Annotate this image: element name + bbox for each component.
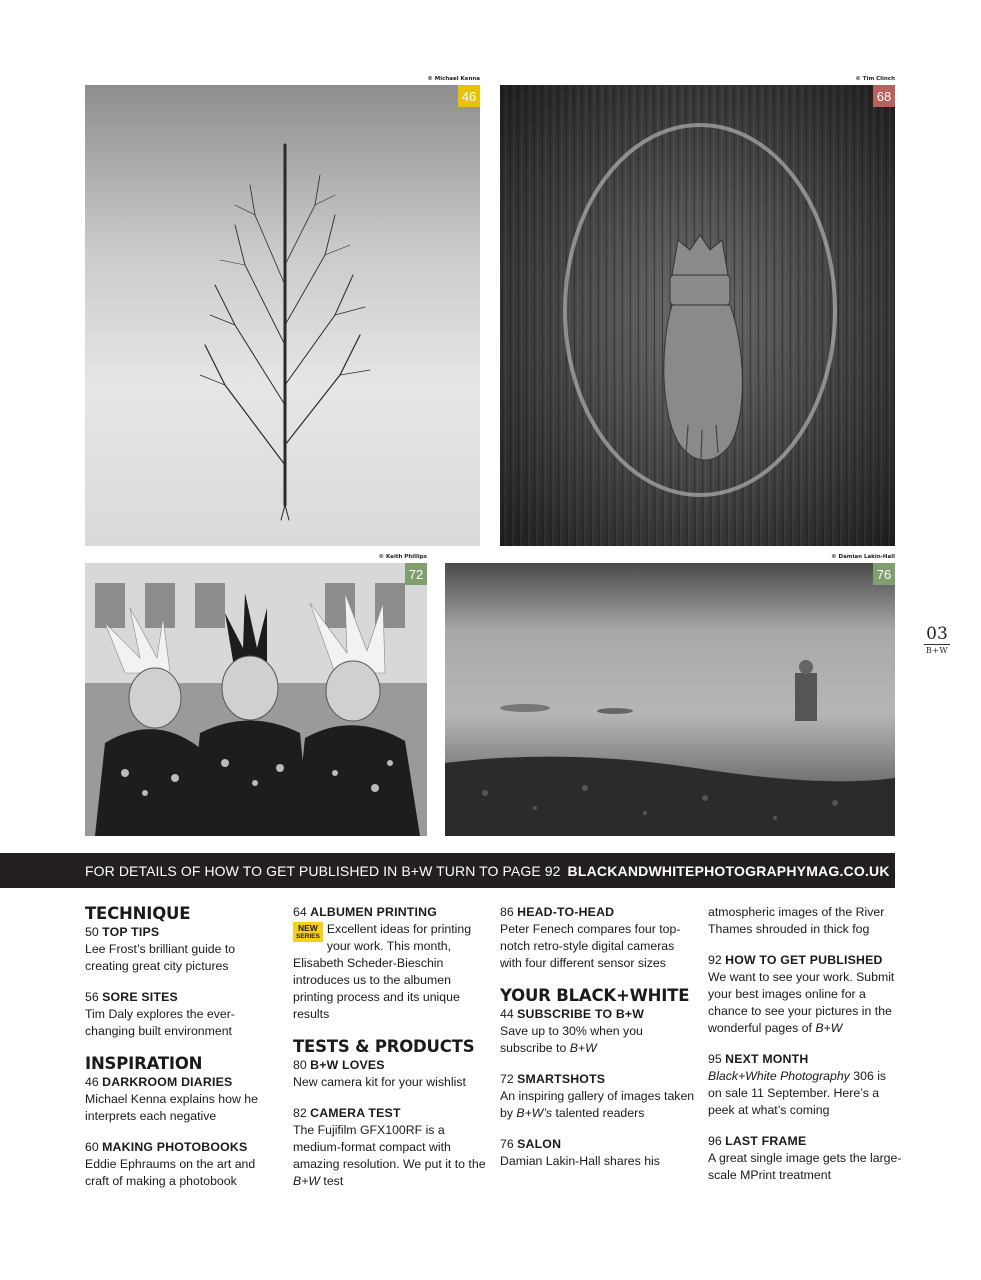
toc-item[interactable] (500, 1006, 695, 1057)
toc-text: New camera kit for your wishlist (293, 1075, 466, 1089)
toc-item[interactable] (500, 904, 695, 972)
toc-title: HEAD-TO-HEAD (517, 905, 615, 919)
toc-item[interactable] (500, 1071, 695, 1122)
toc-page: 60 (85, 1140, 99, 1154)
photo-punks (85, 563, 427, 836)
toc-text: Save up to 30% when you subscribe to B+W (500, 1024, 643, 1055)
photo-credit-phillips: © Keith Phillips (378, 554, 427, 560)
banner-lead: FOR DETAILS OF HOW TO GET PUBLISHED IN B+W TURN TO PAGE 92 (85, 862, 561, 879)
toc-title: CAMERA TEST (310, 1106, 401, 1120)
toc-title: MAKING PHOTOBOOKS (102, 1140, 248, 1154)
section-heading-inspiration: INSPIRATION (85, 1054, 203, 1073)
page-badge-68: 68 (873, 85, 895, 107)
toc-title: ALBUMEN PRINTING (310, 905, 437, 919)
toc-text: Eddie Ephraums on the art and craft of making a photobook (85, 1157, 256, 1188)
toc-item[interactable] (85, 1139, 280, 1190)
toc-page: 50 (85, 925, 99, 939)
photo-door-knocker (500, 85, 895, 546)
toc-title: DARKROOM DIARIES (102, 1075, 233, 1089)
toc-title: SUBSCRIBE TO B+W (517, 1007, 645, 1021)
contents-column-2 (293, 904, 488, 1204)
toc-title: NEXT MONTH (725, 1052, 809, 1066)
section-heading-tests: TESTS & PRODUCTS (293, 1037, 475, 1056)
toc-item[interactable] (293, 1057, 488, 1091)
toc-title: B+W LOVES (310, 1058, 385, 1072)
toc-page: 46 (85, 1075, 99, 1089)
page-number: 03 (924, 624, 950, 645)
toc-text: Excellent ideas for printing your work. This month, Elisabeth Scheder-Bieschin introduces us to the albumen printing process and its unique results (293, 922, 472, 1021)
toc-item[interactable] (85, 924, 280, 975)
toc-text: Peter Fenech compares four top-notch retro-style digital cameras with four different sensor sizes (500, 922, 681, 970)
page-folio (924, 624, 950, 655)
photo-credit-kenna: © Michael Kenna (427, 76, 480, 82)
toc-title: SMARTSHOTS (517, 1072, 606, 1086)
toc-item[interactable] (708, 1133, 903, 1184)
toc-title: SORE SITES (102, 990, 178, 1004)
contents-column-1 (85, 904, 280, 1204)
toc-item[interactable] (85, 989, 280, 1040)
toc-item[interactable] (293, 904, 488, 1023)
toc-text: atmospheric images of the River Thames shrouded in thick fog (708, 905, 885, 936)
toc-text: A great single image gets the large-scale MPrint treatment (708, 1151, 902, 1182)
toc-title: SALON (517, 1137, 562, 1151)
toc-item[interactable] (708, 1051, 903, 1119)
photo-credit-lakin-hall: © Damian Lakin-Hall (831, 554, 895, 560)
publish-banner (0, 853, 895, 888)
page-badge-46: 46 (458, 85, 480, 107)
page-badge-76: 76 (873, 563, 895, 585)
section-heading-your-bw: YOUR BLACK+WHITE (500, 986, 690, 1005)
contents-column-4 (708, 904, 903, 1198)
toc-text: Damian Lakin-Hall shares his (500, 1154, 660, 1168)
toc-page: 56 (85, 990, 99, 1004)
toc-text: Lee Frost’s brilliant guide to creating great city pictures (85, 942, 236, 973)
toc-item[interactable] (500, 1136, 695, 1170)
toc-text: Tim Daly explores the ever-changing built environment (85, 1007, 235, 1038)
toc-item-continued (708, 904, 903, 938)
page-badge-72: 72 (405, 563, 427, 585)
toc-title: LAST FRAME (725, 1134, 807, 1148)
banner-url[interactable]: BLACKANDWHITEPHOTOGRAPHYMAG.CO.UK (567, 862, 890, 879)
contents-column-3 (500, 904, 695, 1184)
toc-text: Black+White Photography 306 is on sale 11 September. Here’s a peek at what’s coming (708, 1069, 887, 1117)
toc-item[interactable] (708, 952, 903, 1037)
toc-page: 80 (293, 1058, 307, 1072)
toc-text: We want to see your work. Submit your best images online for a chance to see your pictures in the wonderful pages of B+W (708, 970, 895, 1035)
photo-tree (85, 85, 480, 546)
toc-page: 96 (708, 1134, 722, 1148)
photo-credit-clinch: © Tim Clinch (855, 76, 895, 82)
toc-title: TOP TIPS (102, 925, 160, 939)
toc-item[interactable] (293, 1105, 488, 1190)
photo-foggy-river (445, 563, 895, 836)
new-series-badge: NEW SERIES (293, 922, 323, 942)
toc-page: 95 (708, 1052, 722, 1066)
toc-page: 72 (500, 1072, 514, 1086)
toc-text: An inspiring gallery of images taken by B+W’s talented readers (500, 1089, 695, 1120)
magazine-mark: B+W (925, 646, 949, 655)
toc-page: 44 (500, 1007, 514, 1021)
toc-page: 82 (293, 1106, 307, 1120)
toc-item[interactable] (85, 1074, 280, 1125)
toc-title: HOW TO GET PUBLISHED (725, 953, 883, 967)
section-heading-technique: TECHNIQUE (85, 904, 191, 923)
toc-page: 92 (708, 953, 722, 967)
toc-page: 86 (500, 905, 514, 919)
toc-text: Michael Kenna explains how he interprets each negative (85, 1092, 258, 1123)
toc-page: 76 (500, 1137, 514, 1151)
toc-page: 64 (293, 905, 307, 919)
toc-text: The Fujifilm GFX100RF is a medium-format compact with amazing resolution. We put it to the B+W test (293, 1123, 486, 1188)
